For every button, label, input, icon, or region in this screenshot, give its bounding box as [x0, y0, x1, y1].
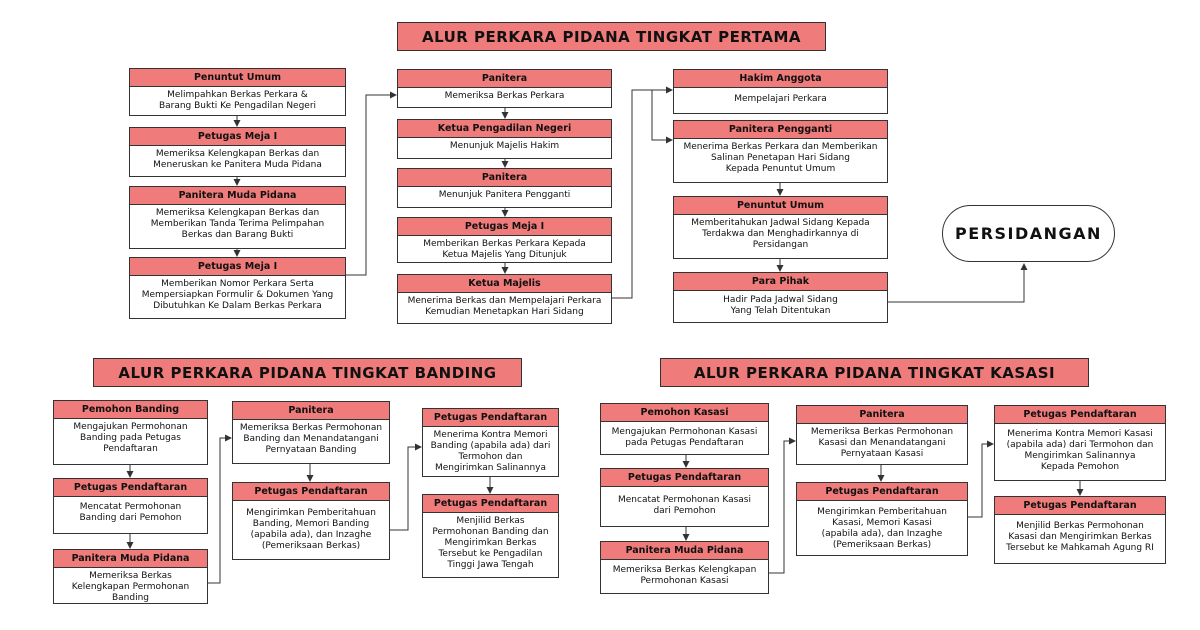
step-role: Panitera	[797, 406, 967, 424]
pertama-step-petugas-meja-1	[129, 127, 346, 177]
title-kasasi: ALUR PERKARA PIDANA TINGKAT KASASI	[660, 358, 1089, 387]
banding-step-panitera-muda-pidana	[53, 549, 208, 604]
step-role: Petugas Pendaftaran	[995, 406, 1165, 424]
step-role: Petugas Meja I	[130, 128, 345, 146]
pertama-step-ketua-majelis	[397, 274, 612, 324]
step-role: Petugas Pendaftaran	[54, 479, 207, 497]
step-role: Panitera Pengganti	[674, 121, 887, 139]
banding-step-petugas-pendaftaran-kontra	[422, 408, 559, 477]
step-role: Petugas Pendaftaran	[601, 469, 768, 487]
step-role: Penuntut Umum	[130, 69, 345, 87]
step-description: Menunjuk Panitera Pengganti	[438, 190, 571, 200]
step-description: Mengajukan Permohonan Banding pada Petugas Pendaftaran	[73, 422, 188, 454]
step-role: Penuntut Umum	[674, 197, 887, 215]
step-description: Memeriksa Berkas Permohonan Kasasi dan Menandatangani Pernyataan Kasasi	[810, 427, 954, 459]
step-description: Memeriksa Berkas Permohonan Banding dan Menandatangani Pernyataan Banding	[239, 423, 383, 455]
step-description: Mengirimkan Pemberitahuan Banding, Memori Banding (apabila ada), dan Inzaghe (Pemeriksaan Berkas)	[246, 508, 376, 551]
step-description: Melimpahkan Berkas Perkara & Barang Bukti Ke Pengadilan Negeri	[158, 90, 317, 111]
step-description: Memeriksa Berkas Kelengkapan Permohonan Kasasi	[612, 565, 757, 586]
banding-step-petugas-pendaftaran-kirim	[232, 482, 390, 560]
title-pertama: ALUR PERKARA PIDANA TINGKAT PERTAMA	[397, 22, 826, 51]
step-role: Pemohon Banding	[54, 401, 207, 419]
pertama-step-panitera-pengganti	[673, 120, 888, 183]
pertama-step-penuntut-umum-jadwal	[673, 196, 888, 259]
step-description: Menunjuk Majelis Hakim	[449, 141, 560, 151]
step-role: Hakim Anggota	[674, 70, 887, 88]
kasasi-step-petugas-pendaftaran-kontra	[994, 405, 1166, 481]
kasasi-step-panitera	[796, 405, 968, 465]
kasasi-step-petugas-pendaftaran-jilid	[994, 496, 1166, 564]
step-description: Memeriksa Kelengkapan Berkas dan Memberikan Tanda Terima Pelimpahan Berkas dan Barang Bukti	[150, 208, 325, 240]
banding-step-petugas-pendaftaran-jilid	[422, 494, 559, 578]
step-role: Petugas Pendaftaran	[797, 483, 967, 501]
step-role: Panitera	[398, 169, 611, 187]
step-description: Menerima Berkas dan Mempelajari Perkara Kemudian Menetapkan Hari Sidang	[407, 296, 602, 317]
step-role: Petugas Pendaftaran	[423, 495, 558, 513]
step-role: Ketua Pengadilan Negeri	[398, 120, 611, 138]
step-description: Memeriksa Berkas Kelengkapan Permohonan Banding	[71, 571, 190, 603]
step-description: Menjilid Berkas Permohonan Kasasi dan Mengirimkan Berkas Tersebut ke Mahkamah Agung RI	[1006, 521, 1154, 553]
step-description: Mencatat Permohonan Kasasi dari Pemohon	[617, 495, 751, 516]
step-role: Ketua Majelis	[398, 275, 611, 293]
step-description: Menerima Berkas Perkara dan Memberikan Salinan Penetapan Hari Sidang Kepada Penuntut Umum	[683, 142, 878, 174]
step-description: Mengajukan Permohonan Kasasi pada Petugas Pendaftaran	[611, 427, 758, 448]
step-description: Mengirimkan Pemberitahuan Kasasi, Memori Kasasi (apabila ada), dan Inzaghe (Pemeriksaan Berkas)	[817, 507, 947, 550]
kasasi-step-pemohon-kasasi	[600, 403, 769, 455]
pertama-step-ketua-pengadilan-negeri	[397, 119, 612, 159]
pertama-step-panitera	[397, 69, 612, 108]
banding-step-petugas-pendaftaran	[53, 478, 208, 534]
pertama-step-para-pihak	[673, 272, 888, 323]
step-role: Petugas Pendaftaran	[423, 409, 558, 427]
pertama-step-hakim-anggota	[673, 69, 888, 114]
kasasi-step-petugas-pendaftaran	[600, 468, 769, 527]
pertama-step-petugas-meja-1-nomor	[129, 257, 346, 319]
step-role: Petugas Meja I	[130, 258, 345, 276]
title-banding: ALUR PERKARA PIDANA TINGKAT BANDING	[93, 358, 522, 387]
step-description: Memeriksa Kelengkapan Berkas dan Meneruskan ke Panitera Muda Pidana	[153, 149, 322, 170]
step-description: Memeriksa Berkas Perkara	[444, 91, 565, 101]
step-description: Menjilid Berkas Permohonan Banding dan Mengirimkan Berkas Tersebut ke Pengadilan Tinggi Jawa Tengah	[432, 516, 549, 570]
step-role: Panitera	[233, 402, 389, 420]
pertama-step-penuntut-umum	[129, 68, 346, 116]
banding-step-pemohon-banding	[53, 400, 208, 465]
step-description: Memberikan Berkas Perkara Kepada Ketua Majelis Yang Ditunjuk	[423, 239, 586, 260]
step-description: Menerima Kontra Memori Kasasi (apabila ada) dari Termohon dan Mengirimkan Salinannya Kepada Pemohon	[1006, 429, 1154, 472]
step-description: Mencatat Permohonan Banding dari Pemohon	[79, 502, 182, 523]
step-role: Panitera Muda Pidana	[130, 187, 345, 205]
step-role: Petugas Pendaftaran	[233, 483, 389, 501]
step-description: Menerima Kontra Memori Banding (apabila ada) dari Termohon dan Mengirimkan Salinannya	[430, 430, 551, 473]
kasasi-step-petugas-pendaftaran-kirim	[796, 482, 968, 556]
pertama-step-panitera-pengganti-tunjuk	[397, 168, 612, 208]
step-description: Memberikan Nomor Perkara Serta Mempersiapkan Formulir & Dokumen Yang Dibutuhkan Ke Dalam Berkas Perkara	[141, 279, 334, 311]
step-role: Panitera Muda Pidana	[54, 550, 207, 568]
step-role: Pemohon Kasasi	[601, 404, 768, 422]
persidangan-node: PERSIDANGAN	[942, 205, 1115, 262]
step-description: Mempelajari Perkara	[734, 94, 827, 104]
kasasi-step-panitera-muda-pidana	[600, 541, 769, 594]
step-description: Hadir Pada Jadwal Sidang Yang Telah Ditentukan	[723, 295, 838, 316]
step-role: Para Pihak	[674, 273, 887, 291]
step-description: Memberitahukan Jadwal Sidang Kepada Terdakwa dan Menghadirkannya di Persidangan	[691, 218, 870, 250]
banding-step-panitera	[232, 401, 390, 464]
pertama-step-petugas-meja-1-berkas	[397, 217, 612, 263]
pertama-step-panitera-muda-pidana	[129, 186, 346, 249]
step-role: Panitera	[398, 70, 611, 88]
step-role: Petugas Meja I	[398, 218, 611, 236]
step-role: Petugas Pendaftaran	[995, 497, 1165, 515]
step-role: Panitera Muda Pidana	[601, 542, 768, 560]
